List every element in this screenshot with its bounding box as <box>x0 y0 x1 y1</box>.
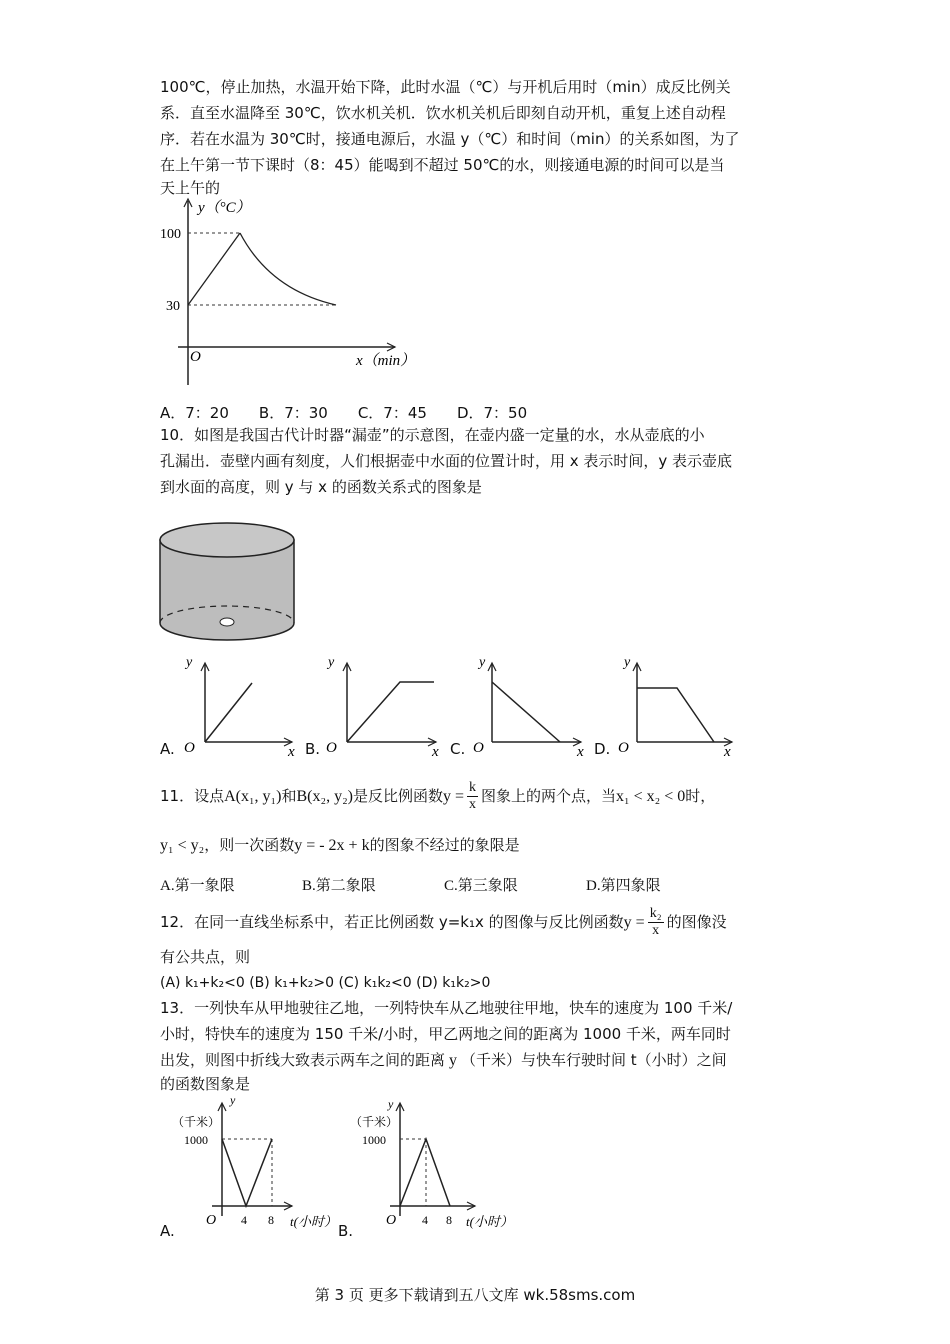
q10-line-2: 孔漏出．壶壁内画有刻度，人们根据壶中水面的位置计时，用 x 表示时间，y 表示壶底 <box>160 452 733 470</box>
q13b-t-label: t(小时） <box>466 1214 513 1229</box>
q10-option-label-a[interactable]: A. <box>160 740 175 758</box>
q13a-t-label: t(小时） <box>290 1214 337 1229</box>
q10d-x-label: x <box>724 744 731 760</box>
q13b-tick-4: 4 <box>422 1213 428 1227</box>
q12-frac-den: x <box>652 923 660 938</box>
q9-line-2: 系．直至水温降至 30℃，饮水机关机．饮水机关机后即刻自动开机，重复上述自动程 <box>160 104 726 122</box>
q13a-y-label: y <box>230 1093 236 1107</box>
q10b-x-label: x <box>432 744 439 760</box>
q11-frac-den: x <box>469 797 477 812</box>
q9-line-1: 100℃，停止加热，水温开始下降，此时水温（℃）与开机后用时（min）成反比例关 <box>160 78 731 96</box>
q11-option-a[interactable]: A.第一象限 <box>160 878 235 894</box>
page-footer: 第 3 页 更多下载请到五八文库 wk.58sms.com <box>314 1286 636 1304</box>
q13a-tick-8: 8 <box>268 1213 274 1227</box>
q12-line-2: 有公共点，则 <box>160 948 251 966</box>
q11-mid: 是反比例函数 <box>352 787 443 805</box>
q9-option-a[interactable]: A．7：20 <box>160 404 229 422</box>
q10-graph-d <box>602 652 742 760</box>
q10-line-1: 10．如图是我国古代计时器“漏壶”的示意图，在壶内盛一定量的水，水从壶底的小 <box>160 426 705 444</box>
q11-option-b[interactable]: B.第二象限 <box>302 878 376 894</box>
q13b-origin: O <box>386 1213 397 1228</box>
q10-option-label-c[interactable]: C. <box>450 740 466 758</box>
q9-line-3: 序．若在水温为 30℃时，接通电源后，水温 y（℃）和时间（min）的关系如图，为了 <box>160 130 740 148</box>
q10b-rise-then-flat <box>347 682 434 742</box>
q10-graph-c <box>457 652 592 760</box>
q10-option-label-b[interactable]: B. <box>305 740 321 758</box>
q12-frac-num: k₂ <box>649 906 662 921</box>
q12-fn-lhs: y = <box>623 914 645 931</box>
q10c-falling-line <box>492 682 560 742</box>
q10-line-3: 到水面的高度，则 y 与 x 的函数关系式的图象是 <box>160 478 482 496</box>
q11-condition: x₁ < x₂ < 0 <box>616 788 686 805</box>
q11-option-c[interactable]: C.第三象限 <box>444 878 518 894</box>
q13b-tick-8: 8 <box>446 1213 452 1227</box>
q10-option-label-d[interactable]: D. <box>594 740 611 758</box>
q12-suffix: 的图像没 <box>666 913 727 931</box>
water-clock-top <box>160 523 294 557</box>
q11-fraction <box>467 780 478 813</box>
q9-options <box>160 402 557 423</box>
q13a-v-line <box>222 1139 272 1206</box>
q13b-peak-line <box>400 1139 450 1206</box>
q9-x-label: x（min） <box>356 353 416 369</box>
q12-prefix: 12．在同一直线坐标系中，若正比例函数 y=k₁x 的图像与反比例函数 <box>160 913 624 931</box>
q11-line-1 <box>160 780 715 813</box>
q9-line-4: 在上午第一节下课时（8：45）能喝到不超过 50℃的水，则接通电源的时间可以是当 <box>160 156 725 174</box>
q13-line-3-start: 出发，则图中折线大致表示两车之间的距离 <box>160 1051 446 1069</box>
q13-graph-b <box>350 1094 525 1234</box>
q13b-unit: （千米） <box>350 1115 399 1129</box>
q10b-y-label: y <box>328 655 335 670</box>
q9-option-d[interactable]: D．7：50 <box>456 404 528 422</box>
q13-line-2: 小时，特快车的速度为 150 千米/小时，甲乙两地之间的距离为 1000 千米，两车同时 <box>160 1025 731 1043</box>
q10d-origin: O <box>618 740 629 756</box>
q11-options <box>160 874 661 895</box>
q10b-origin: O <box>326 740 337 756</box>
q12-fraction <box>648 906 664 939</box>
q9-option-b[interactable]: B．7：30 <box>258 404 328 422</box>
q9-temperature-graph <box>160 195 440 390</box>
q13a-unit: （千米） <box>172 1115 221 1129</box>
q9-option-c[interactable]: C．7：45 <box>357 404 427 422</box>
q9-tick-30: 30 <box>166 299 180 314</box>
q12-line-1 <box>160 906 727 939</box>
q10-graph-b <box>312 652 447 760</box>
q9-origin: O <box>190 349 201 365</box>
q11-y-condition: y₁ < y₂ <box>160 837 205 854</box>
q13b-tick-1000: 1000 <box>362 1133 386 1147</box>
q13a-origin: O <box>206 1213 217 1228</box>
q13a-tick-1000: 1000 <box>184 1133 208 1147</box>
q9-heating-segment <box>188 233 240 305</box>
water-clock-hole <box>220 618 234 626</box>
q11-line-2 <box>160 834 520 855</box>
q13-y-symbol: y <box>449 1052 458 1069</box>
q10a-origin: O <box>184 740 195 756</box>
q11-frac-num: k <box>469 780 477 795</box>
q12-options[interactable]: (A) k₁+k₂<0 (B) k₁+k₂>0 (C) k₁k₂<0 (D) k₁k₂>0 <box>160 975 491 991</box>
q11-line2-mid: ，则一次函数 <box>204 836 295 854</box>
q11-linear-fn: y = - 2x + k <box>294 837 370 854</box>
q11-option-d[interactable]: D.第四象限 <box>586 878 661 894</box>
q10a-y-label: y <box>186 655 193 670</box>
q9-y-label: y（°C） <box>198 200 251 216</box>
q11-and: 和 <box>281 787 297 805</box>
q13-option-label-a[interactable]: A. <box>160 1222 175 1240</box>
q10d-flat-then-fall <box>637 688 714 742</box>
q13b-y-label: y <box>388 1097 394 1111</box>
q9-line-5: 天上午的 <box>160 179 221 197</box>
q10-graph-a <box>170 652 302 760</box>
q13-line-1: 13．一列快车从甲地驶往乙地，一列特快车从乙地驶往甲地，快车的速度为 100 千米/ <box>160 999 733 1017</box>
q11-mid2: 图象上的两个点，当 <box>481 787 617 805</box>
q10a-rising-line <box>205 683 252 742</box>
water-clock-figure <box>155 518 300 643</box>
q11-line2-end: 的图象不经过的象限是 <box>369 836 520 854</box>
q13-line-4: 的函数图象是 <box>160 1075 251 1093</box>
q10c-y-label: y <box>479 655 486 670</box>
q11-prefix: 11．设点 <box>160 787 225 805</box>
q10a-x-label: x <box>288 744 295 760</box>
q11-fn-lhs: y = <box>442 788 465 805</box>
q11-point-b: B(x₂, y₂) <box>296 788 353 805</box>
q13a-tick-4: 4 <box>241 1213 247 1227</box>
q13-line-3-end: （千米）与快车行驶时间 t（小时）之间 <box>461 1051 727 1069</box>
q11-suffix: 时， <box>685 787 716 805</box>
q13-line-3 <box>160 1047 727 1074</box>
q10d-y-label: y <box>624 655 631 670</box>
q10c-origin: O <box>473 740 484 756</box>
q10c-x-label: x <box>577 744 584 760</box>
q13-graph-a <box>172 1093 337 1234</box>
q9-tick-100: 100 <box>160 227 181 242</box>
q13-option-label-b[interactable]: B. <box>338 1222 354 1240</box>
q9-cooling-curve <box>240 233 336 305</box>
q11-point-a: A(x₁, y₁) <box>224 788 282 805</box>
